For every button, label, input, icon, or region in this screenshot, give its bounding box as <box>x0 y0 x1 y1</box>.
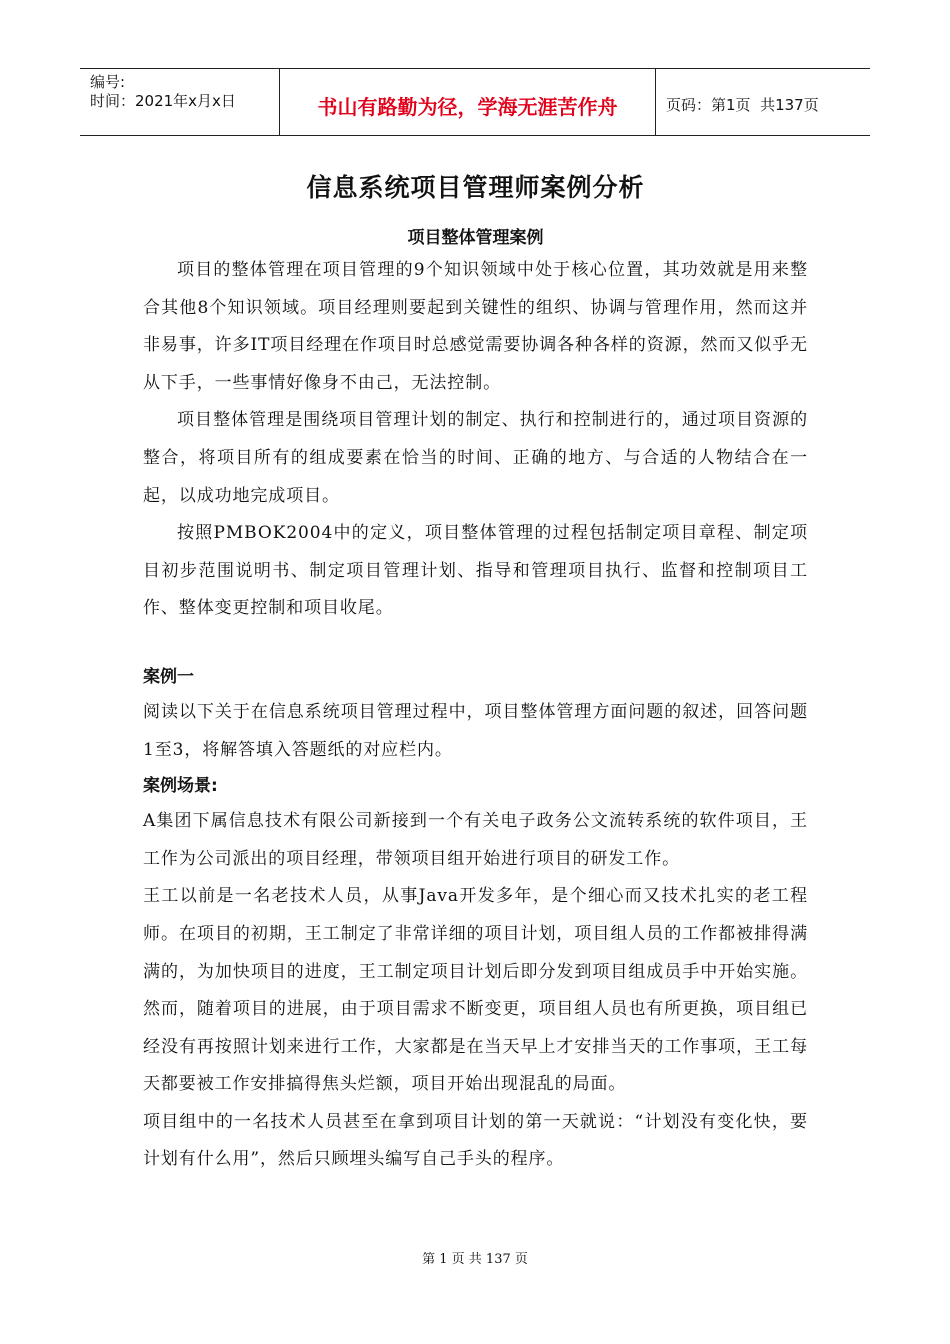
scene-paragraph: 项目组中的一名技术人员甚至在拿到项目计划的第一天就说：“计划没有变化快，要计划有什么用”，然后只顾埋头编写自己手头的程序。 <box>143 1111 808 1170</box>
page-header <box>80 68 870 136</box>
scene-paragraph: 王工以前是一名老技术人员，从事Java开发多年，是个细心而又技术扎实的老工程师。在项目的初期，王工制定了非常详细的项目计划，项目组人员的工作都被排得满满的，为加快项目的进度，王工制定项目计划后即分发到项目组成员手中开始实施。然而，随着项目的进展，由于项目需求不断变更，项目组人员也有所更换，项目组已经没有再按照计划来进行工作，大家都是在当天早上才安排当天的工作事项，王工每天都要被工作安排搞得焦头烂额，项目开始出现混乱的局面。 <box>143 886 808 1095</box>
document-title: 信息系统项目管理师案例分析 <box>306 173 645 202</box>
header-page-cell <box>656 69 870 135</box>
scene-heading: 案例场景: <box>143 776 218 797</box>
document-number-label: 编号: <box>90 73 126 91</box>
intro-paragraph: 项目的整体管理在项目管理的9个知识领域中处于核心位置，其功效就是用来整合其他8个知识领域。项目经理则要起到关键性的组织、协调与管理作用，然而这并非易事，许多IT项目经理在作项目时总感觉需要协调各种各样的资源，然而又似乎无从下手，一些事情好像身不由己，无法控制。 <box>143 260 808 393</box>
document-date: 时间：2021年x月x日 <box>90 92 236 110</box>
header-meta <box>80 69 280 135</box>
intro-paragraph: 按照PMBOK2004中的定义，项目整体管理的过程包括制定项目章程、制定项目初步范围说明书、制定项目管理计划、指导和管理项目执行、监督和控制项目工作、整体变更控制和项目收尾。 <box>143 523 808 619</box>
header-motto: 书山有路勤为径，学海无涯苦作舟 <box>317 94 618 119</box>
spacer <box>143 628 808 660</box>
header-page-info: 页码：第1页 共137页 <box>666 95 819 114</box>
page-footer: 第 1 页 共 137 页 <box>422 1252 528 1267</box>
scene-paragraph: A集团下属信息技术有限公司新接到一个有关电子政务公文流转系统的软件项目，王工作为公司派出的项目经理，带领项目组开始进行项目的研发工作。 <box>143 811 808 869</box>
section-subtitle: 项目整体管理案例 <box>407 228 544 248</box>
header-motto-cell <box>280 69 656 135</box>
intro-paragraph: 项目整体管理是围绕项目管理计划的制定、执行和控制进行的，通过项目资源的整合，将项目所有的组成要素在恰当的时间、正确的地方、与合适的人物结合在一起，以成功地完成项目。 <box>143 410 808 506</box>
document-body <box>143 160 808 1179</box>
case-instruction: 阅读以下关于在信息系统项目管理过程中，项目整体管理方面问题的叙述，回答问题1至3，将解答填入答题纸的对应栏内。 <box>143 701 808 760</box>
case-heading: 案例一 <box>143 666 194 687</box>
